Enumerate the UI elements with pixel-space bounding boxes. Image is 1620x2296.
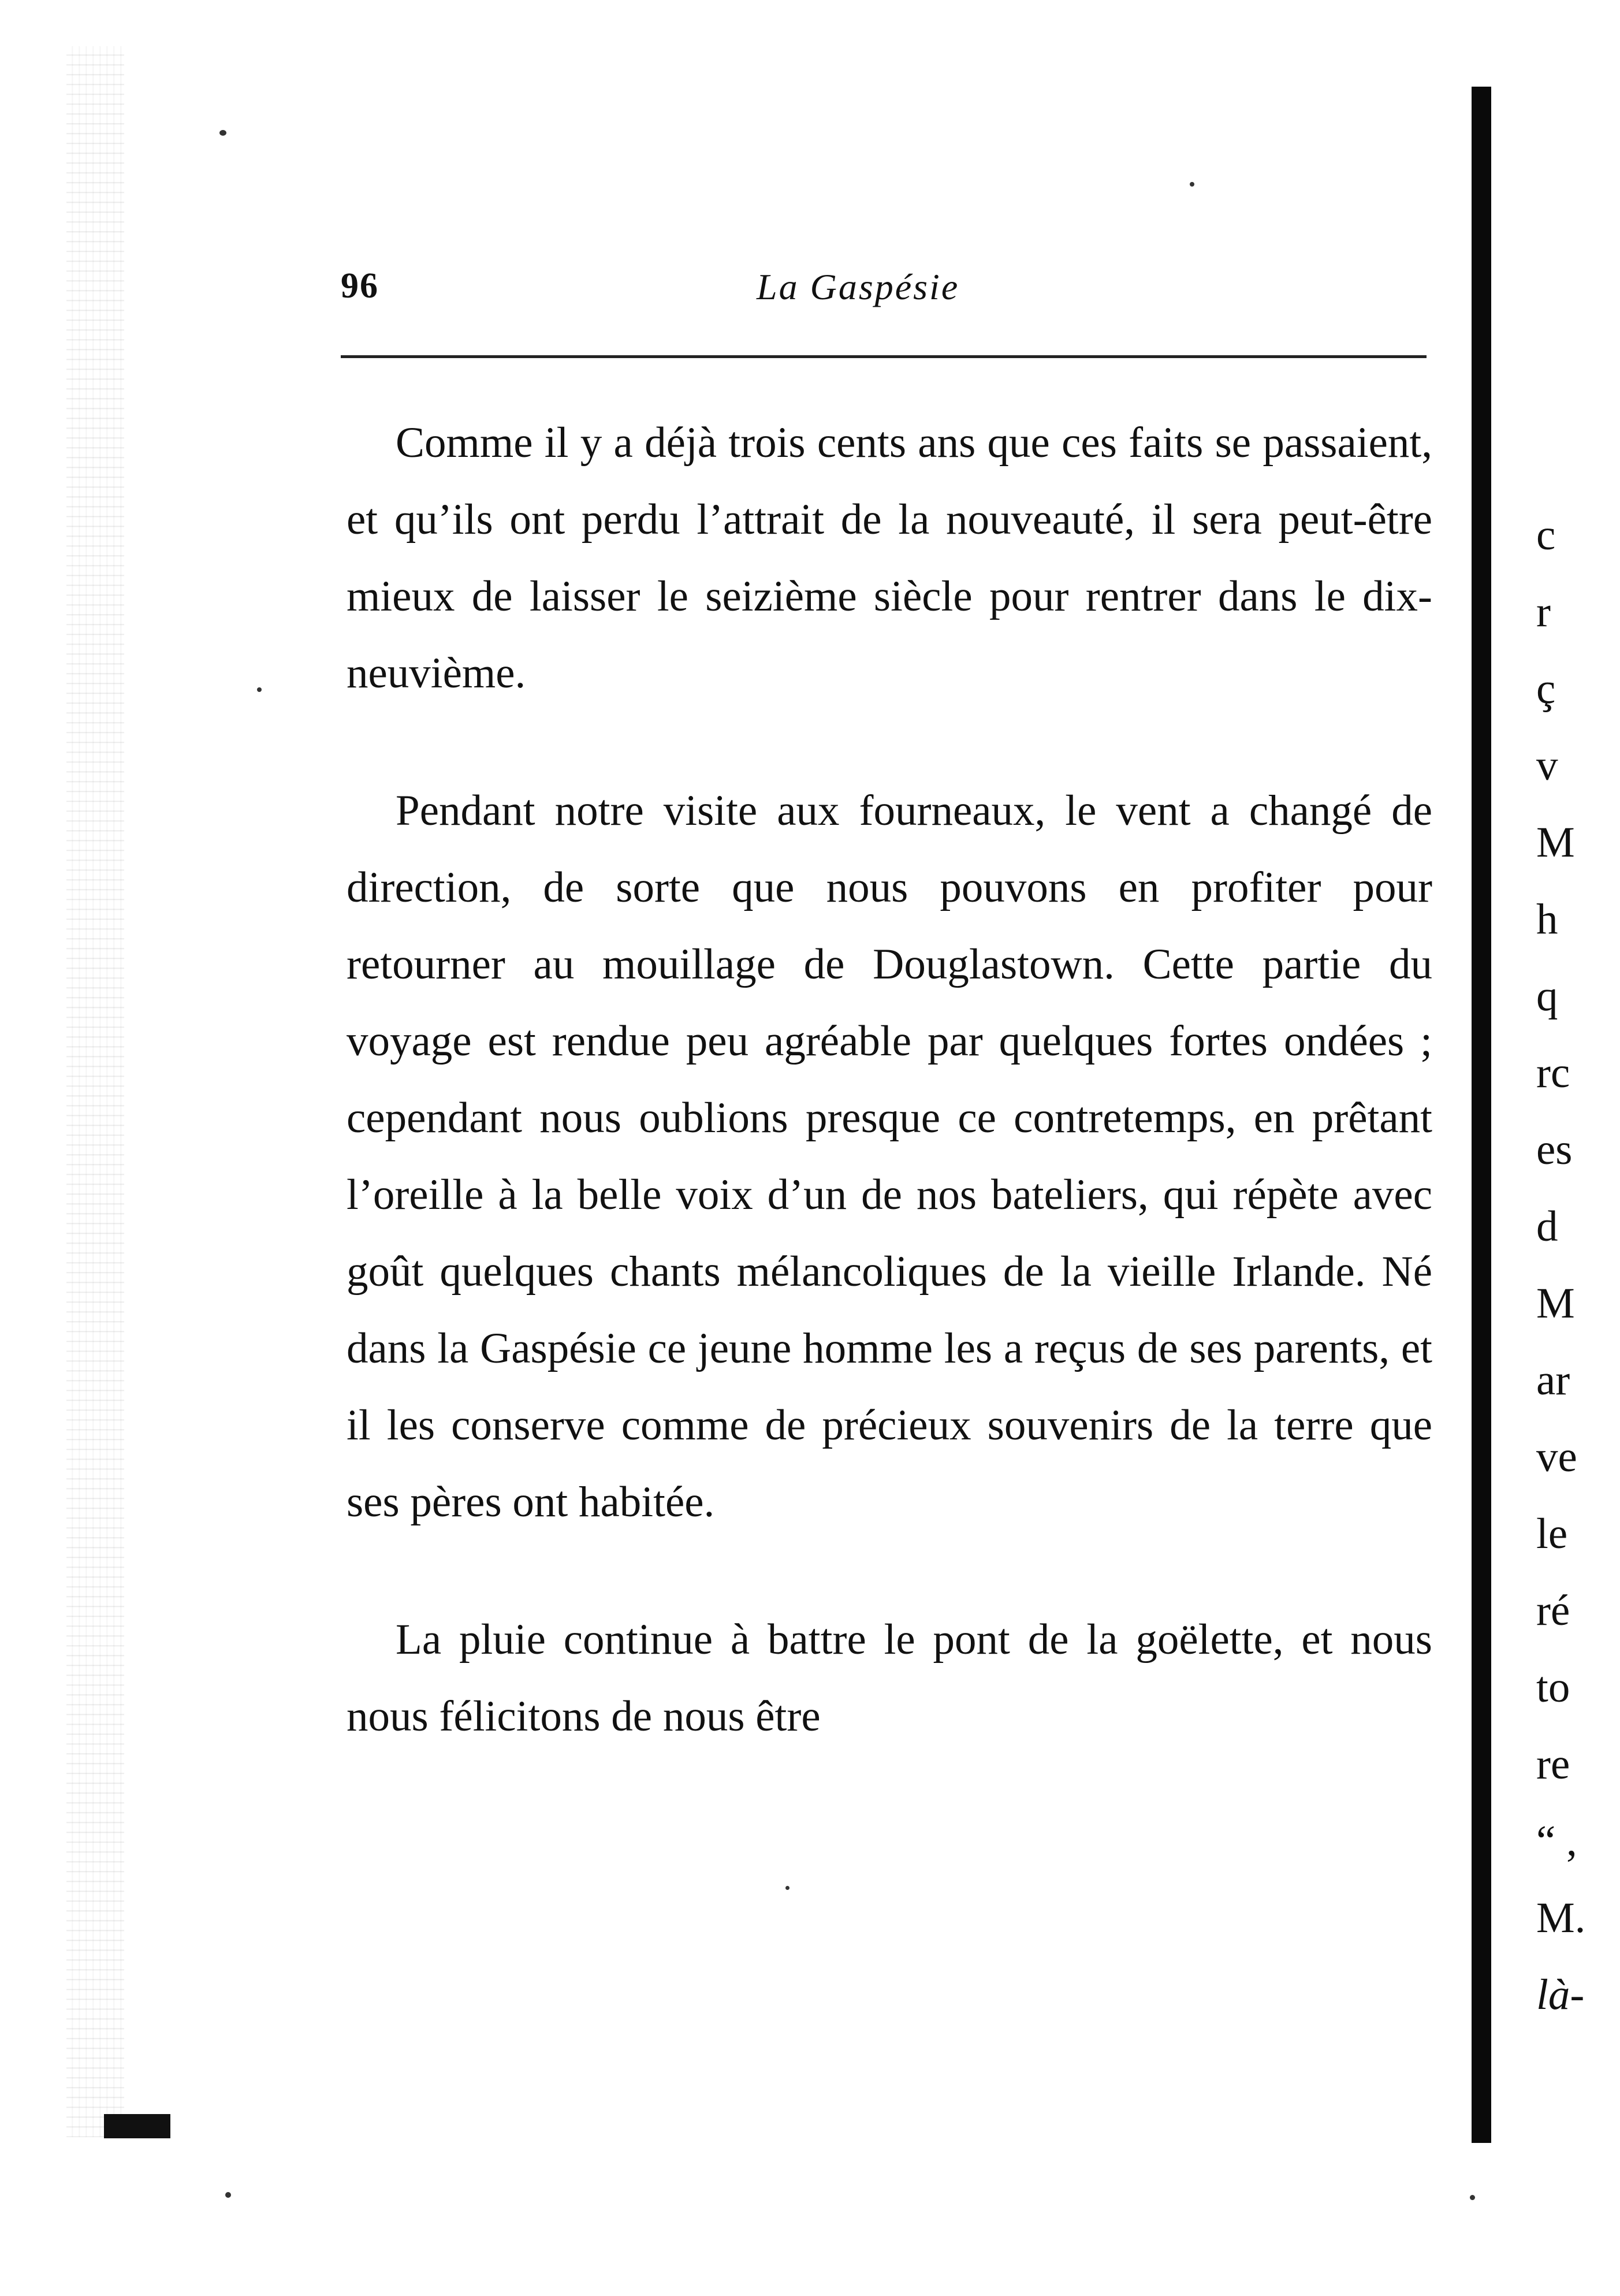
facing-line: to	[1536, 1664, 1570, 1711]
binding-edge-bar	[1472, 87, 1491, 2143]
header-rule	[341, 355, 1427, 358]
scan-speck	[225, 2192, 231, 2198]
body-text	[347, 404, 1432, 1755]
facing-page-fragment	[1536, 497, 1620, 2033]
facing-line: le	[1536, 1510, 1568, 1558]
facing-line: ç	[1536, 665, 1556, 713]
running-title: La Gaspésie	[757, 266, 960, 307]
facing-line: re	[1536, 1740, 1570, 1788]
facing-line: r	[1536, 588, 1551, 636]
facing-line: M	[1536, 818, 1575, 866]
page-number: 96	[341, 266, 379, 306]
paragraph-1: Comme il y a déjà trois cents ans que ces faits se passaient, et qu’ils ont perdu l’attrait de la nouveauté, il sera peut-être mieux de laisser le seizième siècle pour rentrer dans le dix-neuvième.	[347, 419, 1432, 697]
facing-line: c	[1536, 511, 1556, 559]
facing-line: h	[1536, 895, 1558, 943]
gutter-ink-blot	[104, 2114, 170, 2138]
scan-speck	[1470, 2195, 1475, 2200]
facing-line: ré	[1536, 1587, 1570, 1635]
facing-line: là-	[1536, 1971, 1585, 2019]
facing-line: “ ,	[1536, 1817, 1577, 1865]
scan-speck	[219, 130, 226, 136]
facing-line: rc	[1536, 1049, 1570, 1097]
scan-speck	[785, 1886, 789, 1890]
facing-line: M.	[1536, 1894, 1586, 1942]
scan-speck	[1190, 182, 1194, 187]
gutter-scan-noise	[66, 46, 124, 2137]
paragraph-2: Pendant notre visite aux fourneaux, le vent a changé de direction, de sorte que nous pouvons en profiter pour retourner au mouillage de Douglastown. Cette partie du voyage est rendue peu agréable par quelques fortes ondées ; cependant nous oublions presque ce contretemps, en prêtant l’oreille à la belle voix d’un de nos bateliers, qui répète avec goût quelques chants mélancoliques de la vieille Irlande. Né dans la Gaspésie ce jeune homme les a reçus de ses parents, et il les conserve comme de précieux souvenirs de la terre que ses pères ont habitée.	[347, 787, 1432, 1526]
facing-line: es	[1536, 1126, 1573, 1174]
facing-line: q	[1536, 972, 1558, 1020]
facing-line: M	[1536, 1279, 1575, 1327]
facing-line: ve	[1536, 1433, 1577, 1481]
page-header	[341, 254, 1427, 323]
scan-speck	[257, 687, 262, 692]
facing-line: ar	[1536, 1356, 1570, 1404]
facing-line: d	[1536, 1203, 1558, 1251]
facing-line: v	[1536, 742, 1558, 790]
paragraph-3: La pluie continue à battre le pont de la goëlette, et nous nous félicitons de nous être	[347, 1616, 1432, 1740]
